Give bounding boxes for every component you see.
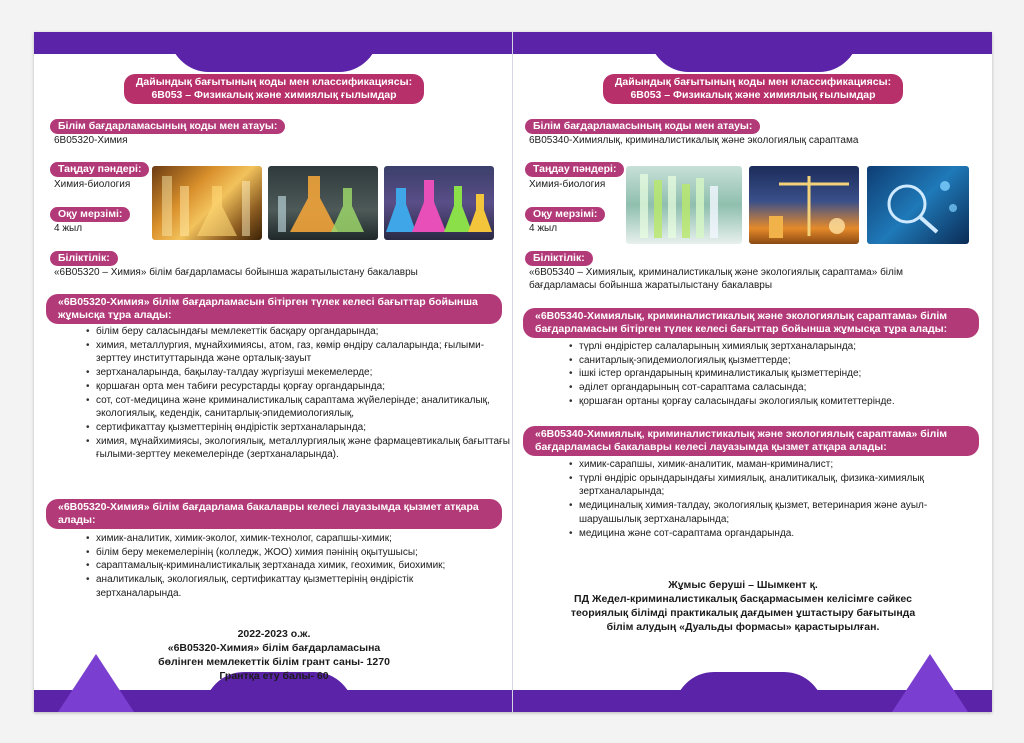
right-qualification-line2: бағдарламасы бойынша жаратылыстану бакалавры — [529, 280, 773, 291]
left-qualification-label: Біліктілік: — [50, 251, 118, 266]
left-work-heading — [46, 294, 502, 324]
list-item: • ішкі істер органдарының криминалистикалық қызметтерінде; — [579, 367, 979, 381]
left-work-heading-line1: «6B05320-Химия» білім бағдарламасын бітірген түлек келесі бағыттар бойынша — [58, 296, 478, 308]
right-page — [513, 32, 992, 712]
grant-program: «6B05320-Химия» білім бағдарламасына — [167, 642, 381, 654]
left-duration-label: Оқу мерзімі: — [50, 207, 130, 222]
right-direction-line2: 6B053 – Физикалық және химиялық ғылымдар — [630, 89, 876, 101]
employer-line3: теориялық білімді практикалық дағдымен ұштастыру бағытында — [570, 607, 916, 619]
left-position-heading-line2: алады: — [58, 514, 96, 526]
left-subjects-label: Таңдау пәндері: — [50, 162, 149, 177]
right-qualification-value — [529, 266, 969, 292]
right-employer-info — [543, 578, 943, 634]
right-code-value: 6B05340-Химиялық, криминалистикалық және экологиялық сараптама — [529, 135, 859, 146]
left-position-list — [84, 532, 496, 601]
list-item: • білім беру мекемелерінің (колледж, ЖОО) химия пәнінің оқытушысы; — [96, 546, 496, 560]
right-work-list — [567, 340, 979, 409]
right-duration-label: Оқу мерзімі: — [525, 207, 605, 222]
list-item: • медициналық химия-талдау, экологиялық қызмет, ветеринария және ауыл-шаруашылық зертханаларында; — [579, 499, 979, 526]
right-position-heading-line1: «6B05340-Химиялық, криминалистикалық және экологиялық сараптама» білім — [535, 428, 948, 440]
magnifier-analysis-photo — [867, 166, 969, 244]
left-subjects-value: Химия-биология — [54, 179, 131, 190]
list-item: • білім беру саласындағы мемлекеттік басқару органдарында; — [96, 325, 516, 339]
list-item: • қоршаған ортаны қорғау саласындағы экологиялық комитеттерінде. — [579, 395, 979, 409]
right-subjects-label: Таңдау пәндері: — [525, 162, 624, 177]
left-work-heading-line2: жұмысқа тұра алады: — [58, 309, 172, 321]
right-position-list — [567, 458, 979, 540]
list-item: • химик-аналитик, химик-эколог, химик-технолог, сарапшы-химик; — [96, 532, 496, 546]
right-work-heading-line2: бағдарламасын бітірген түлек келесі бағыттар бойынша жұмысқа тұра алады: — [535, 323, 948, 335]
right-subjects-value: Химия-биология — [529, 179, 606, 190]
colored-flasks-photo — [384, 166, 494, 240]
list-item: • сот, сот-медицина және криминалистикалық сараптама жүйелерінде; аналитикалық, экологиялық, кедендік, санитарлық-эпидемиологиялық, — [96, 394, 516, 421]
list-item: • әділет органдарының сот-сараптама саласында; — [579, 381, 979, 395]
lab-glassware-photo — [152, 166, 262, 240]
left-direction-line1: Дайындық бағытының коды мен классификациясы: — [135, 76, 413, 88]
employer-line1: Жұмыс беруші – Шымкент қ. — [668, 579, 818, 591]
list-item: • химик-сарапшы, химик-аналитик, маман-криминалист; — [579, 458, 979, 472]
right-code-label: Білім бағдарламасының коды мен атауы: — [525, 119, 760, 134]
right-direction-line1: Дайындық бағытының коды мен классификациясы: — [614, 76, 892, 88]
list-item: • зертханаларында, бақылау-талдау жүргізуші мекемелерде; — [96, 366, 516, 380]
left-position-heading-line1: «6B05320-Химия» білім бағдарлама бакалавры келесі лауазымда қызмет атқара — [58, 501, 479, 513]
list-item: • қоршаған орта мен табиғи ресурстарды қорғау органдарында; — [96, 380, 516, 394]
employer-line4: білім алудың «Дуальды формасы» қарастырылған. — [606, 621, 880, 633]
list-item: • түрлі өндірістер салаларының химиялық зертханаларында; — [579, 340, 979, 354]
brochure-spread — [34, 32, 992, 712]
left-position-heading — [46, 499, 502, 529]
list-item: • химия, металлургия, мұнайхимиясы, атом, газ, көмір өндіру салаларында; ғылыми-зерттеу институттарында және орталық-зауыт — [96, 339, 516, 366]
right-position-heading-line2: бағдарламасы бакалавры келесі лауазымда қызмет атқара алады: — [535, 441, 887, 453]
left-page — [34, 32, 512, 712]
list-item: • химия, мұнайхимиясы, экологиялық, металлургиялық және фармацевтикалық бағыттағы ғылыми-зерттеу мекемелерінде (зертханаларында). — [96, 435, 516, 462]
right-work-heading — [523, 308, 979, 338]
left-direction-line2: 6B053 – Физикалық және химиялық ғылымдар — [151, 89, 397, 101]
industrial-crane-photo — [749, 166, 859, 244]
lab-flask-photo — [268, 166, 378, 240]
list-item: • түрлі өндіріс орындарындағы химиялық, аналитикалық, физика-химиялық зертханаларында; — [579, 472, 979, 499]
grant-year: 2022-2023 о.ж. — [237, 628, 311, 640]
left-code-value: 6B05320-Химия — [54, 135, 128, 146]
left-qualification-value: «6B05320 – Химия» білім бағдарламасы бойынша жаратылыстану бакалавры — [54, 267, 418, 278]
grant-score: Грантқа ету балы- 60 — [219, 670, 329, 682]
employer-line2: ПД Жедел-криминалистикалық басқармасымен келісімге сәйкес — [574, 593, 912, 605]
right-duration-value: 4 жыл — [529, 223, 558, 234]
test-tubes-photo — [626, 166, 742, 244]
right-work-heading-line1: «6B05340-Химиялық, криминалистикалық және экологиялық сараптама» білім — [535, 310, 948, 322]
list-item: • медицина және сот-сараптама органдарында. — [579, 527, 979, 541]
list-item: • санитарлық-эпидемиологиялық қызметтерде; — [579, 354, 979, 368]
left-work-list — [84, 325, 516, 462]
list-item: • сараптамалық-криминалистикалық зертханада химик, геохимик, биохимик; — [96, 559, 496, 573]
right-qualification-label: Біліктілік: — [525, 251, 593, 266]
right-direction-header — [603, 74, 903, 104]
left-duration-value: 4 жыл — [54, 223, 83, 234]
left-direction-header — [124, 74, 424, 104]
list-item: • аналитикалық, экологиялық, сертификаттау қызметтерінің өндірістік зертханаларында. — [96, 573, 496, 600]
list-item: • сертификаттау қызметтерінің өндірістік зертханаларында; — [96, 421, 516, 435]
left-code-label: Білім бағдарламасының коды мен атауы: — [50, 119, 285, 134]
grant-count: бөлінген мемлекеттік білім грант саны- 1270 — [158, 656, 390, 668]
right-qualification-line1: «6B05340 – Химиялық, криминалистикалық және экологиялық сараптама» білім — [529, 267, 903, 278]
left-grant-info — [124, 627, 424, 683]
right-position-heading — [523, 426, 979, 456]
